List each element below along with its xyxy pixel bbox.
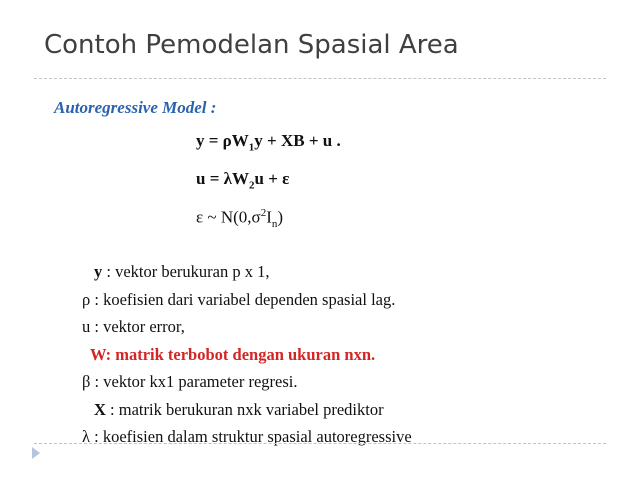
definition-beta bbox=[82, 368, 412, 396]
definition-symbol: X bbox=[94, 399, 106, 419]
definition-y bbox=[82, 258, 412, 286]
bullet-arrow-icon bbox=[32, 447, 40, 459]
equation-2: $u = \lambda W_2u + \varepsilon$ bbox=[196, 169, 290, 192]
definition-symbol: β bbox=[82, 372, 91, 391]
slide-title: Contoh Pemodelan Spasial Area bbox=[44, 30, 459, 60]
equation-3: ε ~ $N(0,\sigma^2I_n)$ bbox=[196, 207, 284, 231]
definition-symbol: ρ bbox=[82, 289, 91, 309]
definition-text: : vektor berukuran p x 1, bbox=[102, 262, 270, 281]
definition-symbol: λ bbox=[82, 427, 91, 446]
definition-text: matrik terbobot dengan ukuran nxn. bbox=[111, 344, 376, 364]
definition-symbol: u bbox=[82, 317, 91, 336]
subheading: Autoregressive Model : bbox=[54, 98, 217, 117]
definition-symbol: y bbox=[94, 262, 103, 281]
definition-text: : vektor kx1 parameter regresi. bbox=[90, 372, 298, 391]
definition-list bbox=[82, 258, 412, 451]
definition-x bbox=[82, 396, 412, 424]
definition-text: : matrik berukuran nxk variabel prediktor bbox=[105, 399, 384, 419]
definition-w bbox=[82, 341, 412, 369]
definition-u bbox=[82, 313, 412, 341]
definition-text: : vektor error, bbox=[90, 317, 185, 336]
bottom-divider bbox=[34, 443, 606, 444]
definition-lambda bbox=[82, 423, 412, 451]
definition-symbol: W: bbox=[90, 344, 112, 364]
definition-text: : koefisien dalam struktur spasial autoregressive bbox=[90, 427, 412, 446]
definition-text: : koefisien dari variabel dependen spasial lag. bbox=[90, 289, 396, 309]
title-divider bbox=[34, 78, 606, 79]
definition-rho bbox=[82, 286, 412, 314]
equation-1: $y = \rho W_1y$ + XB + u . bbox=[196, 131, 341, 154]
